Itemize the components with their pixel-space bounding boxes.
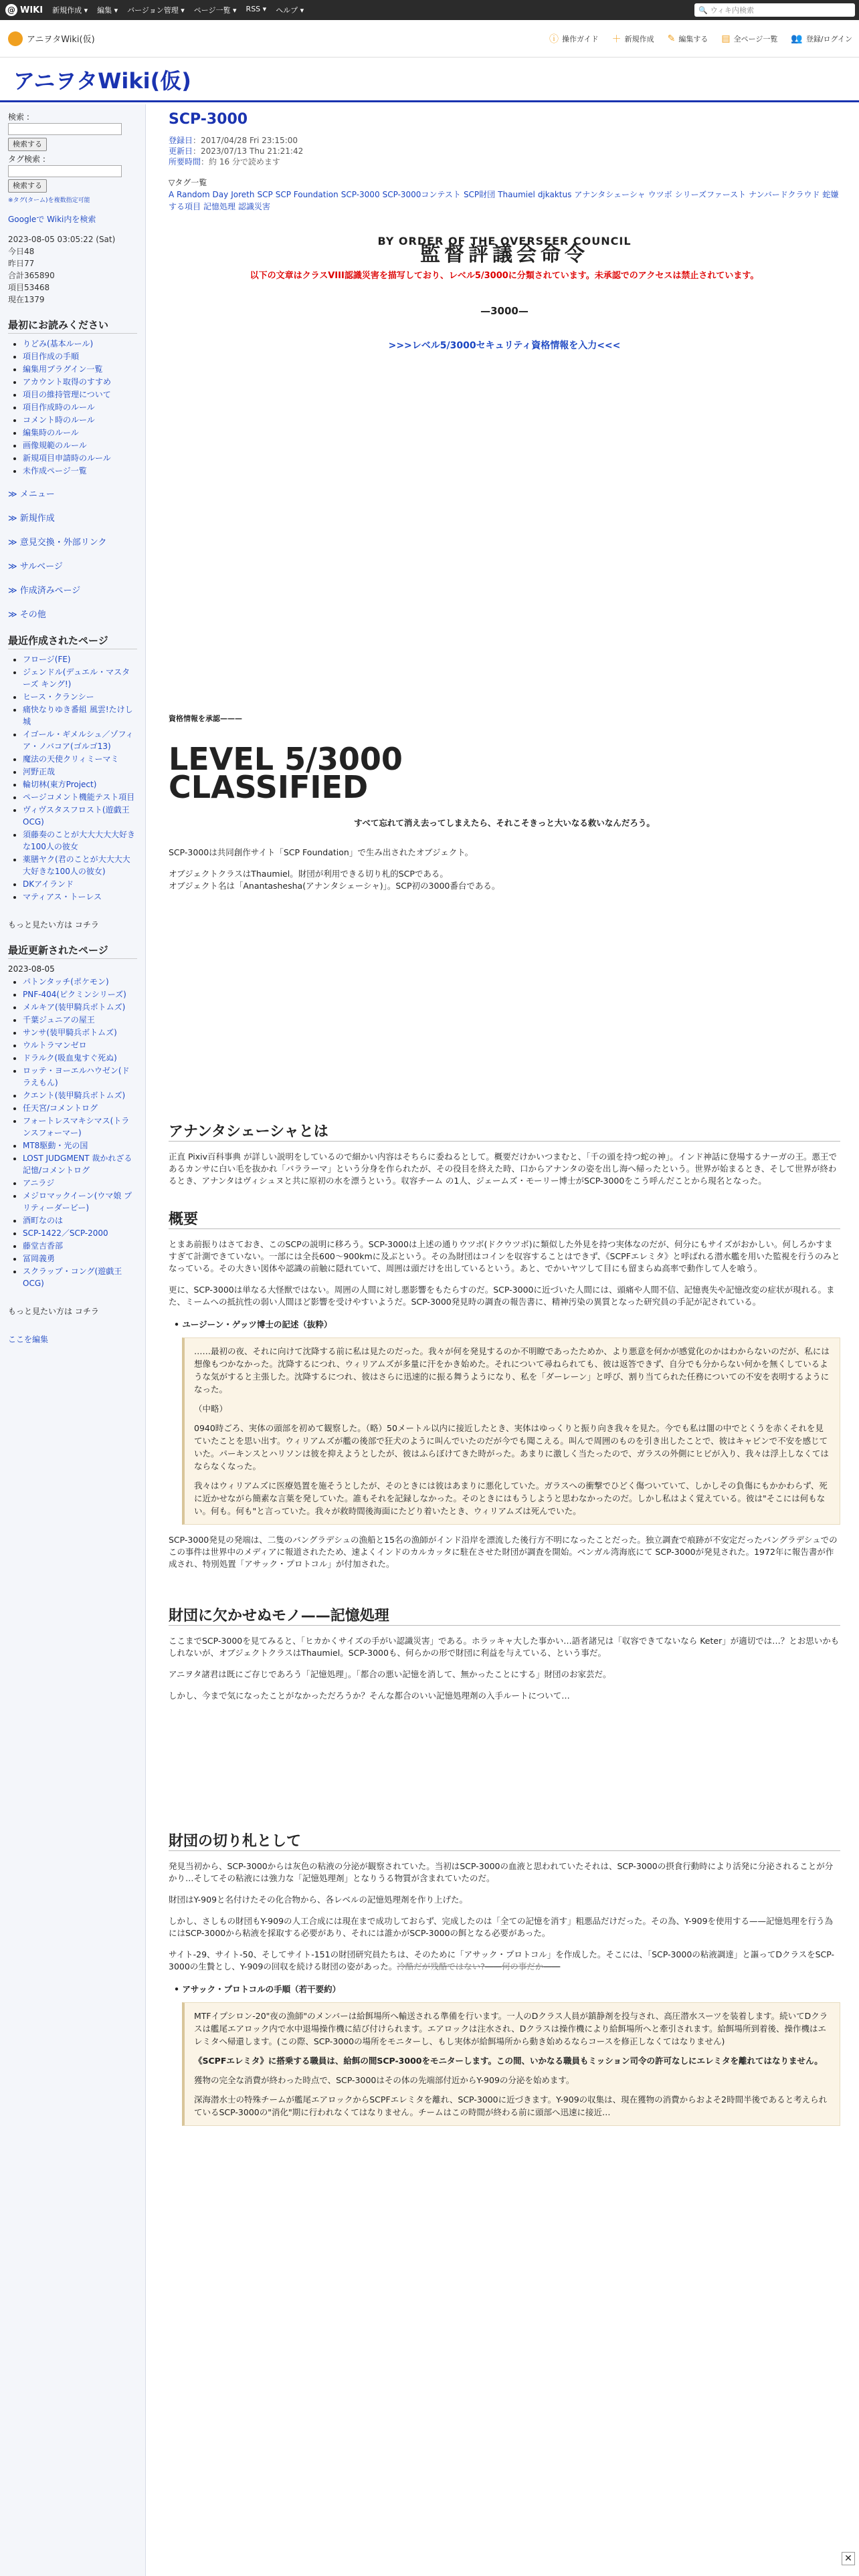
first-read-item[interactable] — [23, 389, 137, 401]
first-read-item-link[interactable]: 編集時のルール — [23, 428, 79, 437]
pencil-icon: ✎ — [667, 33, 676, 44]
first-read-item-link[interactable]: 未作成ページ一覧 — [23, 466, 87, 475]
auth-message: 資格情報を承認——— — [169, 714, 242, 723]
updated-page-item[interactable] — [23, 1052, 137, 1064]
tag-link[interactable]: SCP財団 — [463, 190, 496, 199]
sidebar-section-4[interactable] — [8, 585, 137, 597]
updated-page-item[interactable] — [23, 1039, 137, 1051]
first-read-item[interactable] — [23, 452, 137, 464]
updated-page-item-link[interactable]: パトンタッチ(ポケモン) — [23, 977, 109, 986]
search-icon: 🔍 — [698, 5, 708, 15]
first-read-item[interactable] — [23, 414, 137, 426]
overview-p1: とまあ前振りはさておき、このSCPの説明に移ろう。SCP-3000は上述の通りウツボ(ドクウツボ)に類似した外見を持つ実体なのだが、何分にもサイズがおかしい。何しろかすますぎて計測できていない。一部には全長600〜900kmに及ぶという。その為財団はコインを収容することはできず、《SCPFエレミタ》と呼ばれる潜水艦を用いた監視を行うのみとなっている。その大きい図体や認識の前触に隠れていて、周囲は頭だけを出しているという。あと、でかいヤツして目にも留まらぬ高率で動作して人を喰う。 — [169, 1239, 840, 1273]
updated-page-item[interactable] — [23, 1240, 137, 1252]
page-title: SCP-3000 — [169, 111, 248, 128]
info-icon: ⓘ — [549, 34, 559, 45]
tag-note[interactable]: ※タグ(ターム)を複数指定可能 — [8, 197, 90, 204]
updated-page-item-link[interactable]: 藤堂吉香部 — [23, 1241, 64, 1251]
tag-link[interactable]: SCP-3000コンテスト — [382, 190, 461, 199]
tag-link[interactable]: SCP Foundation — [275, 190, 339, 199]
trump-p2: 財団はY-909と名付けたその化合物から、各レベルの記憶処理剤を作り上げた。 — [169, 1895, 468, 1905]
section-amnestic: 財団に欠かせぬモノ——記憶処理 — [169, 1610, 840, 1626]
first-read-item-link[interactable]: 項目の維持管理について — [23, 390, 111, 399]
recent-page-item-link[interactable]: ジェンドル(デュエル・マスターズ キング!) — [23, 667, 130, 689]
first-read-item[interactable] — [23, 427, 137, 439]
tag-link[interactable]: A Random Day — [169, 190, 229, 199]
tag-link[interactable]: ナンバードクラウド — [749, 190, 820, 199]
recent-page-item[interactable] — [23, 853, 137, 877]
top-toolbar — [0, 0, 859, 20]
sidebar-section-label[interactable]: サルベージ — [19, 562, 63, 572]
double-chevron-icon: ≫ — [8, 610, 20, 620]
recent-page-item[interactable] — [23, 691, 137, 703]
tag-link[interactable]: 認識災害 — [238, 202, 271, 211]
sidebar-section-1[interactable] — [8, 513, 137, 525]
site-name[interactable]: アニヲタWiki(仮) — [8, 31, 95, 46]
recent-page-item-link[interactable]: ヴィヴスタスフロスト(遊戯王OCG) — [23, 805, 130, 827]
recent-pages-list — [23, 653, 137, 903]
overview-p2: 更に、SCP-3000は単なる大怪獣ではない。周囲の人間に対し悪影響をもたらすのだ。SCP-3000に近づいた人間には、頭痛や人間不信、記憶喪失や記憶改変の症状が現れる。また、ミームへの抵抗性の弱い人間ほど影響を受けやすいようだ。SCP-3000発見時の調査の報告書に、精神汚染の異質となった研究員の手記が記されている。 — [169, 1285, 835, 1307]
tag-link[interactable]: ウツボ — [648, 190, 672, 199]
updated-page-item[interactable] — [23, 1265, 137, 1289]
wiki-logo[interactable]: @ WIKI — [5, 4, 43, 16]
sidebar-section-label[interactable]: 作成済みページ — [19, 586, 81, 596]
updated-page-item[interactable] — [23, 1027, 137, 1039]
all-pages-button[interactable]: ▤ 全ページ一覧 — [721, 33, 778, 44]
trump-p1: 発見当初から、SCP-3000からは灰色の粘液の分泌が観察されていた。当初はSCP-3000の血液と思われていたそれは、SCP-3000の摂食行動時により活発に分泌されることが分かり…そしてその粘液には強力な「記憶処理剤」となりうる物質が含まれていたのだ。 — [169, 1861, 834, 1883]
first-read-item-link[interactable]: りどみ(基本ルール) — [23, 339, 94, 348]
top-menu-item[interactable]: 新規作成 ▾ — [52, 6, 88, 15]
trump-p4: サイト-29、サイト-50、そしてサイト-151の財団研究員たちは、そのために「アサック・プロトコル」を作成した。そこには、「SCP-3000の粘液調達」と謳ってDクラスをSCP-3000の生贄とし、Y-909の回収を続ける財団の姿があった。冷酷だが残酷ではない?――何の事だか―― — [169, 1949, 835, 1971]
recent-page-item[interactable] — [23, 753, 137, 765]
quote-heading: • ユージーン・ゲッツ博士の記述（抜粋） — [174, 1319, 332, 1329]
first-read-item[interactable] — [23, 376, 137, 388]
first-read-item[interactable] — [23, 363, 137, 375]
site-title-bar — [0, 58, 859, 102]
double-chevron-icon: ≫ — [8, 514, 20, 524]
updated-date: 2023-08-05 — [8, 964, 55, 974]
recent-page-item[interactable] — [23, 704, 137, 728]
stat-line: 今日48 — [8, 247, 35, 256]
recent-page-item-link[interactable]: ヒース・クランシー — [23, 692, 94, 702]
stat-line: 現在1379 — [8, 295, 45, 304]
page-meta: 登録日：2017/04/28 Fri 23:15:00 更新日：2023/07/13 Thu 21:21:42 所要時間：約 16 分で読めます — [169, 136, 304, 167]
recent-page-item[interactable] — [23, 778, 137, 790]
updated-page-item[interactable] — [23, 1115, 137, 1139]
updated-page-item[interactable] — [23, 976, 137, 988]
amnestic-p3: しかし、今まで気になったことがなかっただろうか？そんな都合のいい記憶処理剤の入手ルートについて… — [169, 1691, 570, 1701]
section-overview: 概要 — [169, 1214, 840, 1229]
protocol-heading: • アサック・プロトコルの手順（若干要約） — [174, 1984, 341, 1994]
recent-page-item-link[interactable]: 薬膳ヤク(君のことが大大大大大好きな100人の彼女) — [23, 855, 130, 876]
first-read-item[interactable] — [23, 350, 137, 362]
tag-search-button[interactable]: 検索する — [8, 179, 47, 193]
stat-line: 2023-08-05 03:05:22 (Sat) — [8, 235, 116, 244]
sidebar-section-label[interactable]: その他 — [19, 610, 46, 620]
recent-page-item[interactable] — [23, 728, 137, 752]
updated-page-item[interactable] — [23, 1190, 137, 1214]
sidebar-section-2[interactable] — [8, 537, 137, 549]
close-icon[interactable]: ✕ — [842, 2552, 855, 2565]
updated-page-item[interactable] — [23, 1102, 137, 1114]
first-read-item-link[interactable]: 画像規範のルール — [23, 441, 87, 450]
site-logo-icon — [8, 31, 23, 46]
main-content — [169, 111, 840, 2126]
recent-page-item[interactable] — [23, 666, 137, 690]
stat-line: 項目53468 — [8, 283, 50, 292]
top-menu-item[interactable]: 編集 ▾ — [97, 6, 118, 15]
recent-page-item[interactable] — [23, 653, 137, 665]
updated-page-item-link[interactable]: メジロマックイーン(ウマ娘 プリティーダービー) — [23, 1191, 132, 1212]
updated-page-item-link[interactable]: アニラジ — [23, 1178, 55, 1188]
credential-link[interactable]: >>>レベル5/3000セキュリティ資格情報を入力<<< — [388, 340, 621, 351]
recent-page-item-link[interactable]: イゴール・ギメルシュ／ゾフィア・ノバコア(ゴルゴ13) — [23, 730, 134, 751]
updated-page-item-link[interactable]: PNF-404(ピクミンシリーズ) — [23, 990, 126, 999]
counter-stats — [8, 233, 137, 306]
updated-page-item-link[interactable]: LOST JUDGMENT 裁かれざる記憶/コメントログ — [23, 1154, 132, 1175]
tag-search-label: タグ検索 : — [8, 154, 45, 164]
top-menu-item[interactable]: RSS ▾ — [246, 5, 267, 13]
updated-page-item[interactable] — [23, 1227, 137, 1239]
tag-list-toggle[interactable]: ▽タグ一覧 — [169, 178, 207, 187]
recent-page-item-link[interactable]: 須藤奏のことが大大大大大好きな100人の彼女 — [23, 830, 136, 851]
recent-pages-heading: 最近作成されたページ — [8, 635, 137, 649]
users-icon: 👥 — [791, 33, 803, 44]
updated-page-item-link[interactable]: MT8駆動・光の国 — [23, 1141, 88, 1150]
protocol-quote: MTFイプシロン-20"夜の漁師"のメンバーは給餌場所へ輸送される準備を行います。一人のDクラス人員が鎮静剤を投与され、高圧潜水スーツを装着します。続いてDクラスは艦尾エアロック内で水中退場操作機に結び付けられます。エアロックは注水され、Dクラスは操作機により給餌場所へと牽引されます。給餌場所到着後、操作機はエレミタへ帰還します。(この際、SCP-3000の場所をモニターし、もし実体が給餌場所から動き始めるならコースを修正しなくてはなりません) 《SCPFエレミタ》に搭乗する職員は、給餌の間SCP-3000をモニターします。この間、いかなる職員もミッション司令の許可なしにエレミタを離れてはなりません。 獲物の完全な消費が終わった時点で、SCP-3000はその体の先端部付近からY-909の分泌を始めます。 深海潜水士の特殊チームが艦尾エアロックからSCPFエレミタを離れ、SCP-3000に近づきます。Y-909の収集は、現在獲物の消費からおよそ2時間半後であると考えられているSCP-3000の"消化"期に行われなくてはなりません。チームはこの時間が終わる前に頭部へ迅速に接近… — [182, 2002, 840, 2126]
tag-list — [169, 177, 840, 213]
first-read-item[interactable] — [23, 338, 137, 350]
first-read-item-link[interactable]: 新規項目申請時のルール — [23, 453, 111, 463]
first-read-item-link[interactable]: アカウント取得のすすめ — [23, 377, 112, 387]
double-chevron-icon: ≫ — [8, 586, 20, 596]
sidebar-section-5[interactable] — [8, 609, 137, 621]
search-label: 検索 : — [8, 112, 29, 122]
stat-line: 合計365890 — [8, 271, 55, 280]
recent-page-item-link[interactable]: 痛快なりゆき番組 風雲!たけし城 — [23, 705, 133, 726]
updated-page-item-link[interactable]: 冨岡義勇 — [23, 1254, 56, 1263]
top-menu-item[interactable]: バージョン管理 ▾ — [127, 6, 185, 15]
recent-page-item-link[interactable]: 河野正哉 — [23, 767, 56, 776]
section-ananta-text: 正直 Pixiv百科事典 が詳しい説明をしているので細かい内容はそちらに委ねるとして。概要だけかいつまむと、「千の頭を持つ蛇の神」。インド神話に登場するナーガの王。悪王であるカンサに白い毛を抜かれ「バララーマ」という分身を作られたが、その役目を終えた時、口からアナンタの姿を出し海へ帰ったという。世界が始まるとき、そして世界が終わるとき、アナンタはヴィシュヌと共に原初の水を漂うという。収容チーム の1人、ジェームズ・モーリー博士がSCP-3000をこう呼んだことから現名となった。 — [169, 1152, 837, 1186]
first-read-list — [23, 338, 137, 477]
updated-page-item-link[interactable]: ドラルク(吸血鬼すぐ死ぬ) — [23, 1053, 117, 1063]
intro-text: SCP-3000は共同創作サイト「SCP Foundation」で生み出されたオブジェクト。 — [169, 847, 474, 857]
updated-page-item-link[interactable]: クエント(装甲騎兵ボトムズ) — [23, 1091, 126, 1100]
recent-page-item[interactable] — [23, 766, 137, 778]
updated-page-item[interactable] — [23, 1177, 137, 1189]
pages-icon: ▤ — [721, 33, 731, 44]
updated-page-item[interactable] — [23, 988, 137, 1000]
intro-name: オブジェクト名は「Anantashesha(アナンタシェーシャ)」。SCP初の3000番台である。 — [169, 881, 500, 891]
tag-link[interactable]: djkaktus — [537, 190, 572, 199]
wiki-search-input[interactable]: 🔍 ウィキ内検索 — [694, 3, 855, 17]
updated-page-item-link[interactable]: メルキア(装甲騎兵ボトムズ) — [23, 1002, 126, 1012]
double-chevron-icon: ≫ — [8, 490, 20, 500]
tag-link[interactable]: SCP — [257, 190, 273, 199]
recent-page-item-link[interactable]: DKアイランド — [23, 879, 74, 889]
amnestic-p1: ここまでSCP-3000を見てみると、「ヒカかくサイズの手がい認識災害」である。ホラッキャ大した事かい…語者諸兄は「収容できてないなら Keter」が適切では…？とお思いかもしれないが、オブジェクトクラスはThaumiel。SCP-3000も、何らかの形で財団に利益を与えている、という事だ。 — [169, 1636, 840, 1658]
first-read-item-link[interactable]: コメント時のルール — [23, 415, 95, 425]
updated-page-item[interactable] — [23, 1214, 137, 1226]
first-read-item-link[interactable]: 項目作成時のルール — [23, 403, 95, 412]
sidebar-search-button[interactable]: 検索する — [8, 138, 47, 151]
plus-icon: ＋ — [611, 34, 622, 45]
trump-p3: しかし、さしもの財団もY-909の人工合成には現在まで成功しておらず、完成したのは「全ての記憶を消す」粗悪品だけだった。その為、Y-909を使用する——記憶処理を行う為にはSCP-3000から粘液を採取する必要があり、それには誰かがSCP-3000の餌となる必要があった。 — [169, 1916, 834, 1938]
new-page-button[interactable]: ＋ 新規作成 — [612, 32, 654, 45]
sidebar-section-label[interactable]: メニュー — [19, 490, 55, 500]
sidebar-section-label[interactable]: 新規作成 — [19, 514, 55, 524]
recent-page-item[interactable] — [23, 791, 137, 803]
first-read-heading: 最初にお読みください — [8, 319, 137, 334]
recent-page-item[interactable] — [23, 829, 137, 853]
updated-pages-list — [23, 976, 137, 1289]
updated-page-item-link[interactable]: スクラップ・コング(遊戯王OCG) — [23, 1267, 122, 1288]
section-trump-card: 財団の切り札として — [169, 1836, 840, 1851]
updated-page-item-link[interactable]: SCP-1422／SCP-2000 — [23, 1228, 108, 1238]
recent-page-item-link[interactable]: 魔法の天使クリィミーマミ — [23, 754, 119, 764]
updated-page-item-link[interactable]: サンサ(装甲騎兵ボトムズ) — [23, 1028, 117, 1037]
more-recent-link[interactable]: もっと見たい方は コチラ — [8, 920, 99, 930]
first-read-item[interactable] — [23, 401, 137, 413]
updated-page-item-link[interactable]: ウルトラマンゼロ — [23, 1041, 87, 1050]
more-updated-link[interactable]: もっと見たい方は コチラ — [8, 1307, 99, 1316]
top-menu-item[interactable]: ヘルプ ▾ — [276, 6, 304, 15]
google-search-link[interactable]: Googleで Wiki内を検索 — [8, 215, 96, 224]
site-header — [0, 20, 859, 58]
amnestic-p2: アニヲタ諸君は既にご存じであろう「記憶処理」。「都合の悪い記憶を消して、無かったことにする」財団のお家芸だ。 — [169, 1669, 611, 1679]
top-menu-item[interactable]: ページ一覧 ▾ — [193, 6, 237, 15]
updated-page-item[interactable] — [23, 1089, 137, 1101]
level-banner: LEVEL 5/3000 CLASSIFIED — [169, 741, 403, 805]
first-read-item[interactable] — [23, 465, 137, 477]
at-logo-icon: @ — [5, 4, 17, 16]
login-button[interactable]: 👥 登録/ログイン — [791, 33, 852, 44]
top-menu — [52, 5, 304, 15]
edit-button[interactable]: ✎ 編集する — [667, 33, 708, 44]
edit-sidebar-link[interactable]: ここを編集 — [8, 1335, 49, 1344]
tag-link[interactable]: シリーズファースト — [674, 190, 747, 199]
tag-link[interactable]: SCP-3000 — [341, 190, 380, 199]
recent-page-item-link[interactable]: ページコメント機能テスト項目 — [23, 792, 135, 802]
recent-page-item[interactable] — [23, 891, 137, 903]
updated-page-item[interactable] — [23, 1001, 137, 1013]
updated-page-item-link[interactable]: 千葉ジュニアの屋王 — [23, 1015, 95, 1025]
sidebar-search-input[interactable] — [8, 123, 122, 135]
double-chevron-icon: ≫ — [8, 538, 20, 548]
sidebar — [0, 104, 146, 2576]
recent-page-item-link[interactable]: 輪切林(東方Project) — [23, 780, 97, 789]
sidebar-section-label[interactable]: 意見交換・外部リンク — [19, 538, 107, 548]
tag-link[interactable]: アナンタシェーシャ — [574, 190, 646, 199]
header-tools — [549, 32, 852, 45]
recent-page-item[interactable] — [23, 878, 137, 890]
first-read-item-link[interactable]: 編集用プラグイン一覧 — [23, 364, 103, 374]
getz-quote: ……最初の夜、それに向けて沈降する前に私は見たのだった。我々が何を発見するのか不明瞭であったためか、より悪意を何かが感覚化のかはわからないのだが、私には想像もつかなかった。沈降するにつれ、ウィリアムズが多量に汗をかき始めた。それについて尋ねられても、彼は返答できず、自分でも分からない何かを無くしているような気がすると主張した。沈降するにつれ、彼はさらに迅速的に振る舞うようになり、私を「ダーレーン」と呼び、割り当てられた任務についての不安を表明するようになった。 （中略） 0940時ごろ、実体の頭部を初めて観察した。（略）50メートル以内に接近したとき、実体はゆっくりと振り向き我々を見た。今でも私は闇の中でとくうを赤くそれを見ていたことを思い出す。ウィリアムズが艦の後部で狂犬のように叫んでいたのだが今でも聞こえる。叫んで周囲のものを引き出したことで、彼はキャビンで不安を感じていた。パーキンスとハリソンは彼を抑えようとしたが、彼はふらぼけてきた時がった。あまりに激しく当たったので、ガラスの外側にヒビが入り、我々は浮上しなくてはならなくなった。 我々はウィリアムズに医療処置を施そうとしたが、そのときには彼はあまりに悪化していた。ガラスへの衝撃でひどく傷ついていて、しかしその負傷にもかかわらず、死に近かせながら簡素な言葉を発していた。誰もそれを記録しなかった。そのときにはもうしようと思わなかったのだ。しかし私はよく覚えている。彼は"そこには何もない。何も。何も"と言っていた。我々が救時間後海面にたどり着いたとき、ウィリアムズは死んでいた。 — [182, 1337, 840, 1525]
overview-p3: SCP-3000発見の発端は、二隻のバングラデシュの漁船と15名の漁師がインド沿岸を漂流した後行方不明になったことだった。独立調査で痕跡が不安定だったバングラデシュでのこの事件は世界中のメディアに報道されたため、速よくインドのカルカッタに駐在させた財団が調査を開始。ベンガル湾海底にて SCP-3000が発見された。1972年に報告書が作成され、特別処置「アサック・プロトコル」が付加された。 — [169, 1535, 838, 1569]
section-ananta: アナンタシェーシャとは — [169, 1126, 840, 1142]
tag-link[interactable]: 蛇嫌する項目 — [169, 190, 839, 211]
recent-page-item-link[interactable]: マティアス・トーレス — [23, 892, 102, 901]
tag-link[interactable]: Joreth — [231, 190, 255, 199]
site-title[interactable]: アニヲタWiki(仮) — [13, 68, 191, 94]
tag-link[interactable]: 記憶処理 — [203, 202, 236, 211]
recent-page-item-link[interactable]: フロージ(FE) — [23, 655, 71, 664]
first-read-item-link[interactable]: 項目作成の手順 — [23, 352, 80, 361]
updated-page-item[interactable] — [23, 1065, 137, 1089]
intro-class: オブジェクトクラスはThaumiel。財団が利用できる切り札的SCPである。 — [169, 869, 448, 879]
tag-search-input[interactable] — [8, 165, 122, 177]
sidebar-section-3[interactable] — [8, 561, 137, 573]
motto: すべて忘れて消え去ってしまえたら、それこそきっと大いなる救いなんだろう。 — [354, 818, 655, 828]
updated-page-item-link[interactable]: ロッテ・ヨーエルハウゼン(ドラえもん) — [23, 1066, 130, 1087]
double-chevron-icon: ≫ — [8, 562, 20, 572]
updated-page-item[interactable] — [23, 1152, 137, 1176]
first-read-item[interactable] — [23, 439, 137, 451]
updated-pages-heading: 最近更新されたページ — [8, 944, 137, 959]
tag-link[interactable]: Thaumiel — [498, 190, 535, 199]
updated-page-item-link[interactable]: 任天宮/コメントログ — [23, 1103, 98, 1113]
updated-page-item[interactable] — [23, 1253, 137, 1265]
guide-button[interactable]: ⓘ 操作ガイド — [549, 32, 599, 45]
updated-page-item-link[interactable]: 酒町なのは — [23, 1216, 64, 1225]
updated-page-item[interactable] — [23, 1140, 137, 1152]
stat-line: 昨日77 — [8, 259, 35, 268]
updated-page-item-link[interactable]: フォートレスマキシマス(トランスフォーマー) — [23, 1116, 130, 1138]
sidebar-sections — [8, 489, 137, 621]
sidebar-section-0[interactable] — [8, 489, 137, 501]
updated-page-item[interactable] — [23, 1014, 137, 1026]
council-notice: BY ORDER OF THE OVERSEER COUNCIL 監督評議会命令 以下の文章はクラスVIII認識災害を描写しており、レベル5/3000に分類されています。未承認でのアクセスは禁止されています。 —3000— >>>レベル5/3000セキュリティ資格情報を入力<<< — [169, 235, 840, 352]
recent-page-item[interactable] — [23, 804, 137, 828]
